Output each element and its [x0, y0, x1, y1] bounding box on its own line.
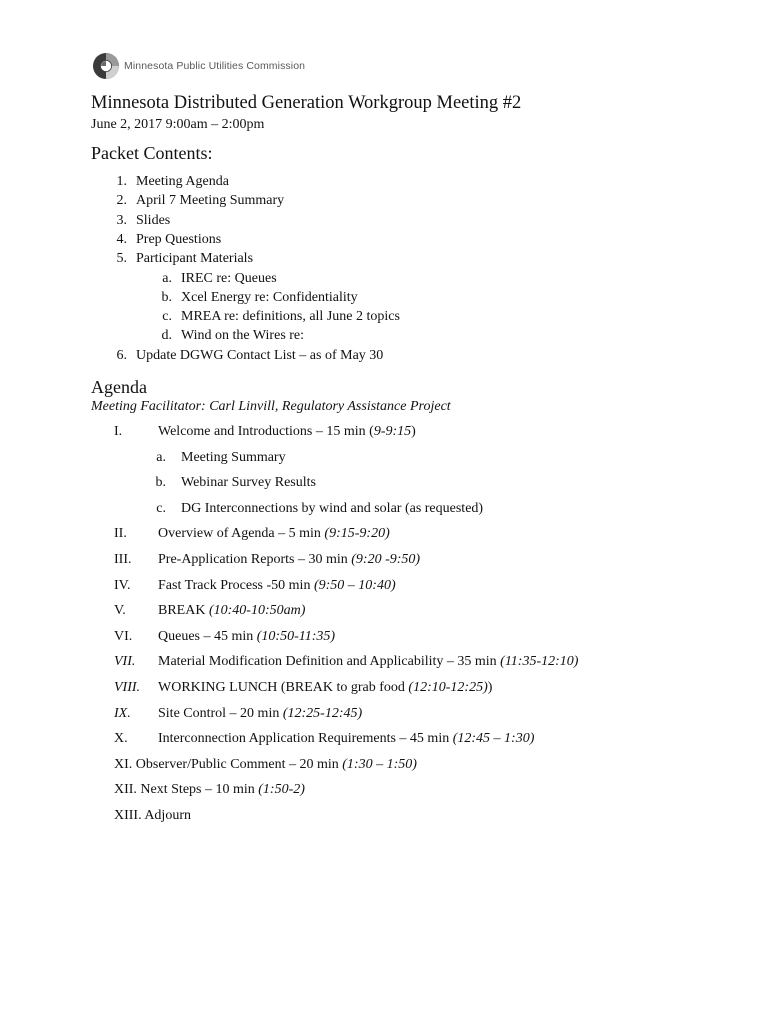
sub-list-item-text: DG Interconnections by wind and solar (as requested)	[181, 500, 484, 516]
sub-list-letter: a.	[162, 270, 172, 286]
agenda-number: X.	[114, 731, 128, 747]
list-item-text: Update DGWG Contact List – as of May 30	[136, 347, 384, 363]
agenda-item	[0, 731, 770, 751]
sub-list-letter: b.	[155, 475, 166, 491]
agenda-item	[0, 654, 770, 674]
list-item-text: April 7 Meeting Summary	[136, 193, 285, 209]
agenda-item-text: Interconnection Application Requirements – 45 min (12:45 – 1:30)	[158, 731, 535, 747]
mpuc-logo-icon	[92, 52, 120, 80]
sub-list-item-text: Wind on the Wires re:	[181, 328, 305, 344]
agenda-number: V.	[114, 603, 126, 619]
sub-list-letter: c.	[162, 309, 172, 325]
sub-list-item-text: MREA re: definitions, all June 2 topics	[181, 309, 400, 325]
sub-list-item	[0, 328, 770, 347]
list-number: 1.	[116, 174, 127, 189]
agenda-item-text: XII. Next Steps – 10 min (1:50-2)	[114, 782, 305, 798]
agenda-number: II.	[114, 526, 127, 542]
agenda-number: VIII.	[114, 680, 141, 695]
sub-list-item-text: Webinar Survey Results	[181, 475, 316, 491]
agenda-time: (12:10-12:25)	[408, 680, 488, 695]
sub-list-item	[0, 290, 770, 309]
agenda-number: IV.	[114, 577, 131, 593]
agenda-item	[0, 552, 770, 572]
agenda-time: (12:45 – 1:30)	[452, 731, 535, 747]
agenda-time: (1:50-2)	[258, 782, 305, 798]
agenda-time: (9:50 – 10:40)	[313, 577, 396, 593]
agenda-item	[0, 680, 770, 700]
sub-list-letter: c.	[156, 500, 166, 516]
list-item	[0, 213, 770, 232]
list-item	[0, 251, 770, 270]
agenda-time: (9:20 -9:50)	[351, 552, 421, 567]
list-number: 4.	[116, 231, 127, 247]
agenda-number: I.	[114, 424, 123, 439]
list-item-text: Participant Materials	[136, 251, 254, 267]
sub-list-item	[0, 309, 770, 328]
agenda-number: III.	[114, 552, 132, 567]
agenda-item	[0, 782, 770, 802]
agenda-item	[0, 757, 770, 777]
agenda-sub-item	[0, 450, 770, 470]
agenda-item-text: Material Modification Definition and Applicability – 35 min (11:35-12:10)	[158, 654, 579, 670]
list-item-text: Meeting Agenda	[136, 174, 229, 189]
sub-list-letter: b.	[161, 289, 172, 305]
agenda-item	[0, 808, 770, 828]
agenda-item	[0, 424, 770, 444]
agenda-item-text: WORKING LUNCH (BREAK to grab food (12:10-12:25))	[158, 680, 493, 695]
sub-list-item	[0, 271, 770, 290]
agenda-time: (9:15-9:20)	[324, 526, 390, 542]
agenda-item-text: XIII. Adjourn	[114, 808, 191, 823]
list-item	[0, 232, 770, 251]
document-title: Minnesota Distributed Generation Workgroup Meeting #2	[91, 93, 522, 113]
sub-list-item-text: Xcel Energy re: Confidentiality	[181, 289, 358, 305]
agenda-item-text: Welcome and Introductions – 15 min (9-9:15)	[158, 424, 416, 439]
list-item	[0, 193, 770, 212]
agenda-item-text: Fast Track Process -50 min (9:50 – 10:40)	[158, 577, 396, 593]
meeting-date: June 2, 2017 9:00am – 2:00pm	[91, 117, 265, 132]
sub-list-letter: d.	[161, 328, 172, 344]
list-item	[0, 174, 770, 193]
sub-list-item-text: IREC re: Queues	[181, 270, 277, 286]
agenda-item-text: Site Control – 20 min (12:25-12:45)	[158, 705, 363, 721]
sub-list-letter: a.	[156, 449, 166, 465]
list-number: 6.	[116, 347, 127, 363]
agenda-sub-item	[0, 501, 770, 521]
agenda-item-text: XI. Observer/Public Comment – 20 min (1:30 – 1:50)	[114, 756, 417, 772]
agenda-heading: Agenda	[91, 377, 147, 397]
agenda-number: VI.	[114, 628, 133, 644]
agenda-time: (1:30 – 1:50)	[342, 756, 417, 772]
list-item-text: Prep Questions	[136, 231, 222, 247]
list-number: 2.	[116, 193, 127, 209]
agenda-item	[0, 629, 770, 649]
agenda-item-text: Pre-Application Reports – 30 min (9:20 -9:50)	[158, 552, 421, 567]
agenda-item	[0, 578, 770, 598]
agenda-number: IX.	[114, 705, 131, 721]
agenda-time: 9-9:15	[373, 424, 412, 439]
list-number: 5.	[116, 251, 127, 267]
sub-list-item-text: Meeting Summary	[181, 449, 286, 465]
agenda-sub-item	[0, 475, 770, 495]
list-item	[0, 348, 770, 367]
meeting-facilitator: Meeting Facilitator: Carl Linvill, Regulatory Assistance Project	[91, 399, 451, 414]
agenda-time: (10:50-11:35)	[256, 628, 336, 644]
agenda-number: VII.	[114, 654, 136, 670]
agenda-time: (10:40-10:50am)	[208, 603, 306, 619]
logo-text: Minnesota Public Utilities Commission	[124, 60, 306, 72]
list-number: 3.	[116, 212, 127, 228]
packet-contents-heading: Packet Contents:	[91, 143, 213, 163]
agenda-item	[0, 706, 770, 726]
agenda-item-text: Queues – 45 min (10:50-11:35)	[158, 628, 336, 644]
list-item-text: Slides	[136, 212, 171, 228]
agenda-time: (11:35-12:10)	[500, 654, 579, 670]
agenda-item-text: Overview of Agenda – 5 min (9:15-9:20)	[158, 526, 390, 542]
agenda-time: (12:25-12:45)	[282, 705, 363, 721]
header-logo	[92, 51, 305, 81]
agenda-item	[0, 526, 770, 546]
agenda-item	[0, 603, 770, 623]
agenda-item-text: BREAK (10:40-10:50am)	[158, 603, 306, 619]
